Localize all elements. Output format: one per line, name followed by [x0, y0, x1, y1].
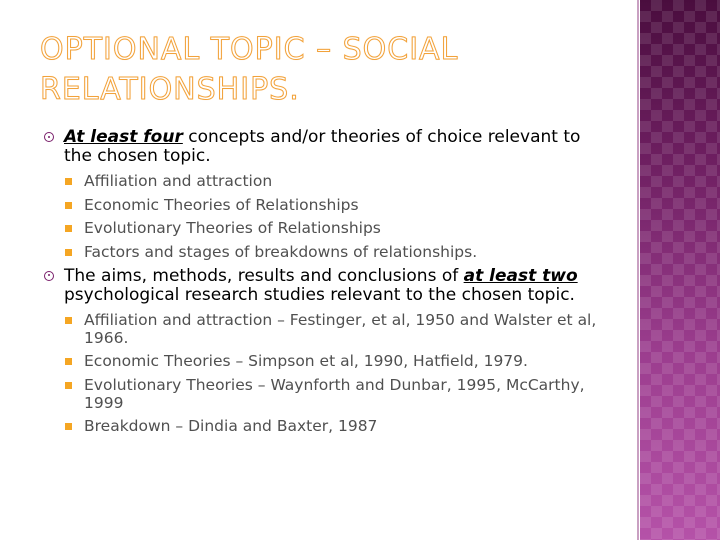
decorative-side-bar	[640, 0, 720, 540]
bullet-text: The aims, methods, results and conclusions of	[64, 265, 459, 286]
sub-item-text: Breakdown – Dindia and Baxter, 1987	[84, 417, 378, 435]
sub-item-text: Economic Theories of Relationships	[84, 195, 359, 214]
sub-item-text: Affiliation and attraction – Festinger, et al, 1950 and Walster et al, 1966.	[84, 310, 597, 347]
square-bullet-icon	[65, 178, 72, 185]
square-bullet-icon	[65, 382, 72, 389]
sub-item-text: Affiliation and attraction	[84, 172, 273, 190]
slide-content	[44, 128, 604, 441]
sub-list-item	[65, 376, 604, 412]
emphasis-text: at least two	[463, 265, 578, 286]
sub-list-item	[65, 172, 604, 190]
circle-bullet-icon	[44, 271, 54, 281]
circle-bullet-icon	[44, 132, 54, 142]
bullet-point-2	[44, 267, 604, 305]
square-bullet-icon	[65, 202, 72, 209]
sub-list-item	[65, 243, 604, 261]
sub-item-text: Economic Theories – Simpson et al, 1990, Hatfield, 1979.	[84, 352, 528, 370]
bullet-text: concepts and/or theories of choice relevant to the chosen topic.	[64, 127, 581, 166]
square-bullet-icon	[65, 225, 72, 232]
sub-list-item	[65, 352, 604, 370]
square-bullet-icon	[65, 423, 72, 430]
square-bullet-icon	[65, 358, 72, 365]
sub-list-item	[65, 196, 604, 214]
sub-list-1	[44, 172, 604, 261]
sub-item-text: Factors and stages of breakdowns of relationships.	[84, 242, 478, 261]
sub-list-item	[65, 219, 604, 237]
bullet-text: psychological research studies relevant to the chosen topic.	[64, 284, 575, 305]
sub-list-2	[44, 311, 604, 436]
sub-item-text: Evolutionary Theories of Relationships	[84, 219, 381, 237]
square-bullet-icon	[65, 317, 72, 324]
decorative-divider	[637, 0, 639, 540]
slide-title: OPTIONAL TOPIC – SOCIAL RELATIONSHIPS.	[40, 32, 459, 107]
sub-list-item	[65, 417, 604, 435]
sub-list-item	[65, 311, 604, 347]
sub-item-text: Evolutionary Theories – Waynforth and Dunbar, 1995, McCarthy, 1999	[84, 375, 585, 412]
square-bullet-icon	[65, 249, 72, 256]
bullet-point-1	[44, 128, 604, 166]
emphasis-text: At least four	[64, 127, 183, 147]
